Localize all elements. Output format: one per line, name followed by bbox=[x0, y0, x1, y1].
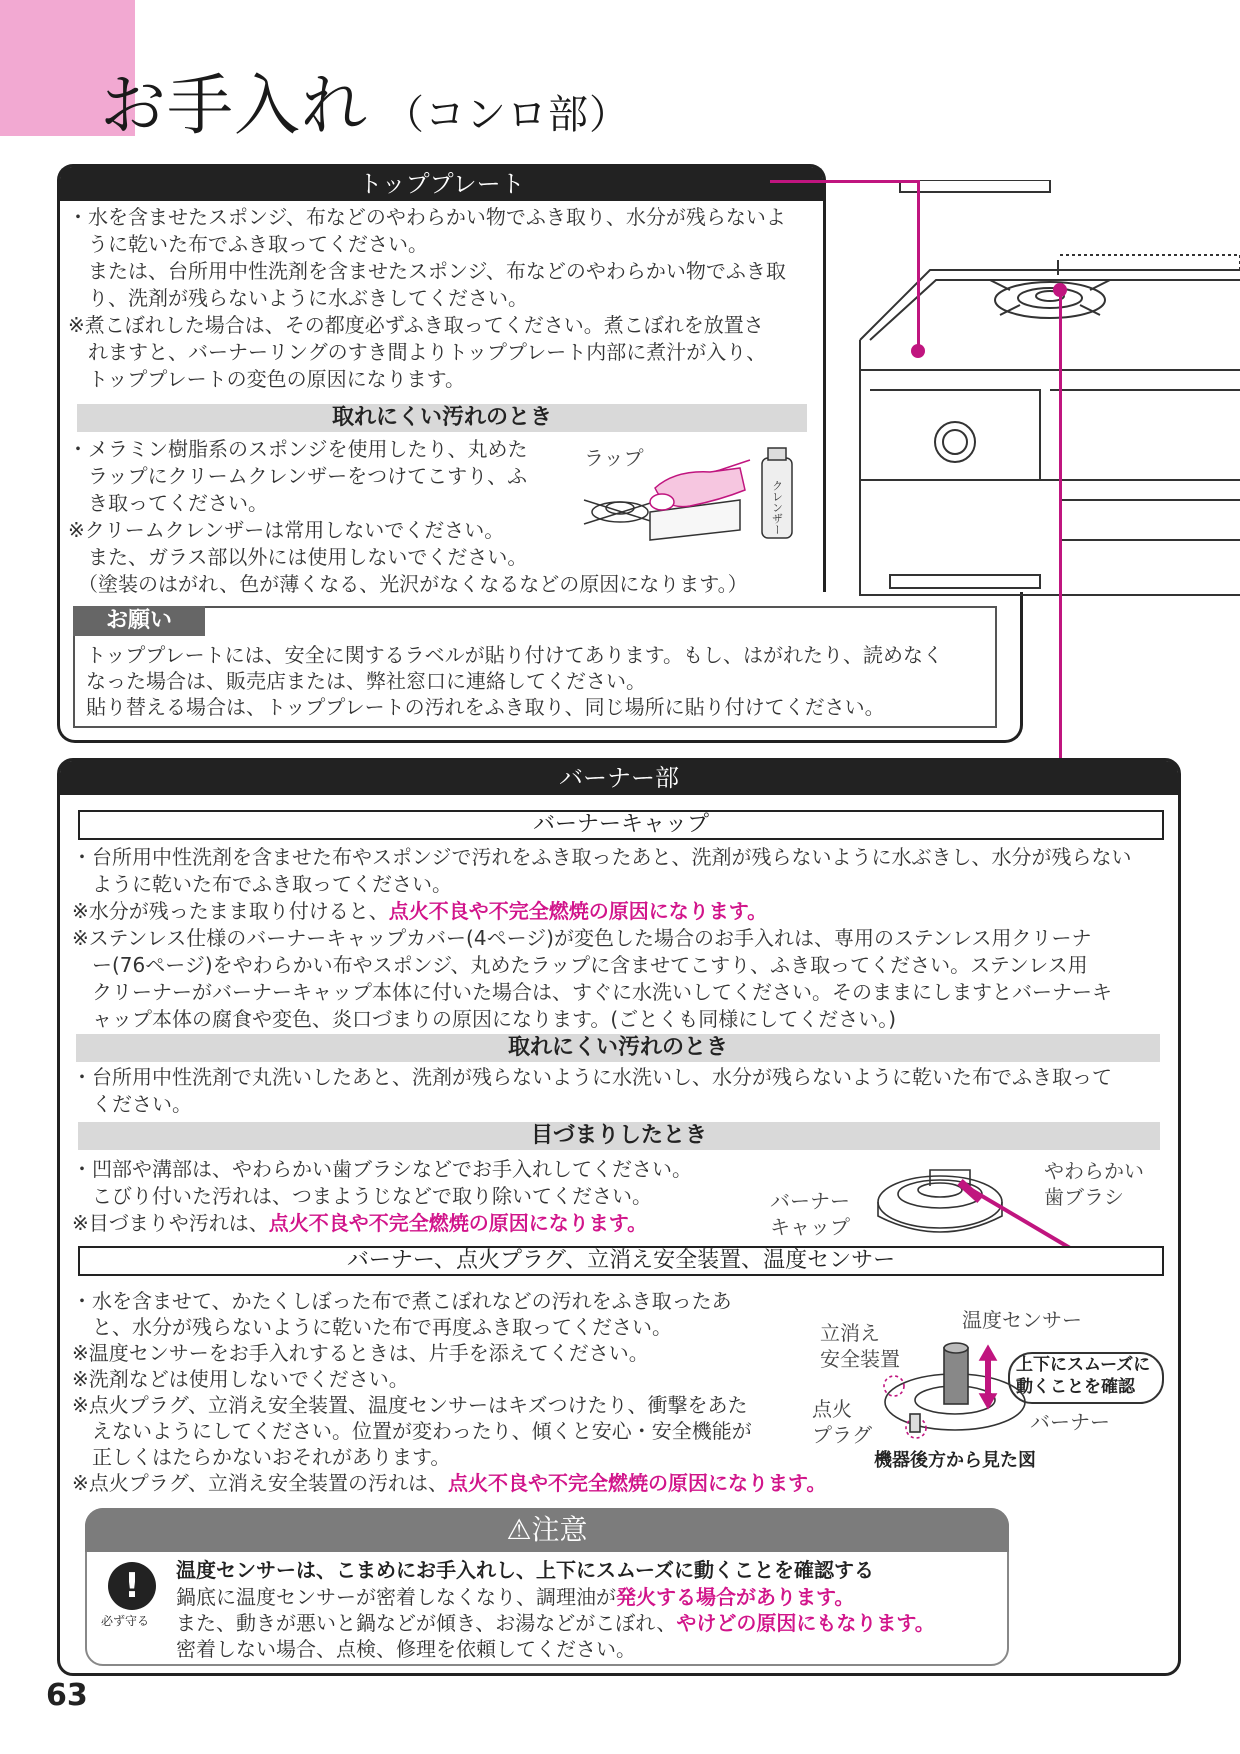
text-line bbox=[176, 1584, 854, 1611]
text-line-content: ャップ本体の腐食や変色、炎口づまりの原因になります。(ごとくも同様にしてください。) bbox=[72, 1007, 897, 1031]
text-line-content: えないようにしてください。位置が変わったり、傾くと安心・安全機能が bbox=[72, 1419, 752, 1443]
text-line-content: ・メラミン樹脂系のスポンジを使用したり、丸めた bbox=[68, 437, 528, 461]
text-line bbox=[68, 544, 527, 571]
text-line-content: 鍋底に温度センサーが密着しなくなり、調理油が bbox=[176, 1585, 616, 1609]
text-line-content: ※点火プラグ、立消え安全装置の汚れは、 bbox=[72, 1471, 448, 1495]
svg-text:クレンザー: クレンザー bbox=[770, 480, 784, 535]
burner-hard-heading: 取れにくい汚れのとき bbox=[76, 1034, 1160, 1062]
connector-dot-burner bbox=[1053, 283, 1067, 297]
text-line bbox=[72, 1470, 826, 1497]
text-line-content: （塗装のはがれ、色が薄くなる、光沢がなくなるなどの原因になります。） bbox=[68, 572, 748, 596]
text-line-content: クリーナーがバーナーキャップ本体に付いた場合は、すぐに水洗いしてください。そのままにしますとバーナーキ bbox=[72, 980, 1112, 1004]
page-number: 63 bbox=[46, 1678, 88, 1713]
text-line-content: ・台所用中性洗剤で丸洗いしたあと、洗剤が残らないように水洗いし、水分が残らないように乾いた布でふき取って bbox=[72, 1065, 1112, 1089]
text-line bbox=[72, 1418, 752, 1445]
fig-label-sensor: 温度センサー bbox=[962, 1308, 1082, 1332]
text-line-content: 密着しない場合、点検、修理を依頼してください。 bbox=[176, 1637, 636, 1661]
caution-heading-text: 注意 bbox=[531, 1513, 588, 1546]
text-line bbox=[72, 1006, 896, 1033]
text-line bbox=[68, 463, 527, 490]
sensor-heading: バーナー、点火プラグ、立消え安全装置、温度センサー bbox=[78, 1246, 1164, 1276]
page-title-sub: （コンロ部） bbox=[384, 92, 630, 138]
text-line bbox=[72, 1210, 647, 1237]
burner-heading: バーナー部 bbox=[60, 761, 1178, 795]
text-line-content: ー(76ページ)をやわらかい布やスポンジ、丸めたラップに含ませてこすり、ふき取ってください。ステンレス用 bbox=[72, 953, 1088, 977]
sensor-illustration bbox=[880, 1330, 1030, 1450]
text-line-content: ラップにクリームクレンザーをつけてこすり、ふ bbox=[68, 464, 528, 488]
text-line bbox=[72, 898, 767, 925]
text-line bbox=[72, 1366, 409, 1393]
text-line-content: なった場合は、販売店または、弊社窓口に連絡してください。 bbox=[86, 669, 646, 693]
text-line-content: れますと、バーナーリングのすき間よりトッププレート内部に煮汁が入り、 bbox=[68, 340, 767, 364]
text-line-content: ※洗剤などは使用しないでください。 bbox=[72, 1367, 409, 1391]
text-line bbox=[68, 258, 786, 285]
warning-highlight: 点火不良や不完全燃焼の原因になります。 bbox=[268, 1211, 648, 1235]
text-line bbox=[68, 490, 268, 517]
text-line bbox=[72, 871, 452, 898]
text-line bbox=[68, 366, 465, 393]
connector-line-burner bbox=[1059, 290, 1062, 760]
top-plate-hard-heading: 取れにくい汚れのとき bbox=[77, 404, 807, 432]
connector-line-plate bbox=[917, 180, 920, 352]
must-label: 必ず守る bbox=[101, 1614, 150, 1628]
brush-label: やわらかい 歯ブラシ bbox=[1044, 1159, 1144, 1209]
text-line-content: ・凹部や溝部は、やわらかい歯ブラシなどでお手入れしてください。 bbox=[72, 1157, 692, 1181]
text-line bbox=[72, 1340, 649, 1367]
text-line-content: ※温度センサーをお手入れするときは、片手を添えてください。 bbox=[72, 1341, 649, 1365]
text-line bbox=[72, 1444, 450, 1471]
warning-highlight: 点火不良や不完全燃焼の原因になります。 bbox=[447, 1471, 827, 1495]
text-line-content: き取ってください。 bbox=[68, 491, 268, 515]
page-title-main: お手入れ bbox=[100, 67, 368, 144]
text-line-content: または、台所用中性洗剤を含ませたスポンジ、布などのやわらかい物でふき取 bbox=[68, 259, 786, 283]
text-line-content: ※ステンレス仕様のバーナーキャップカバー(4ページ)が変色した場合のお手入れは、専用のステンレス用クリーナ bbox=[72, 926, 1092, 950]
text-line bbox=[176, 1610, 935, 1637]
fig-label-burner: バーナー bbox=[1030, 1410, 1110, 1434]
stove-illustration bbox=[850, 180, 1240, 600]
text-line-content: うに乾いた布でふき取ってください。 bbox=[68, 232, 428, 256]
fig-label-plug: 点火 プラグ bbox=[812, 1397, 872, 1447]
text-line-content: ※煮こぼれした場合は、その都度必ずふき取ってください。煮こぼれを放置さ bbox=[68, 313, 764, 337]
text-line bbox=[68, 231, 428, 258]
text-line bbox=[68, 285, 528, 312]
text-line-content: また、ガラス部以外には使用しないでください。 bbox=[68, 545, 528, 569]
text-line-content: 貼り替える場合は、トッププレートの汚れをふき取り、同じ場所に貼り付けてください。 bbox=[86, 695, 885, 719]
text-line bbox=[72, 1314, 672, 1341]
warning-highlight: 点火不良や不完全燃焼の原因になります。 bbox=[388, 899, 768, 923]
request-tab: お願い bbox=[73, 606, 205, 636]
fig-caption: 機器後方から見た図 bbox=[874, 1450, 1036, 1471]
text-line bbox=[72, 1156, 692, 1183]
text-line-content: ように乾いた布でふき取ってください。 bbox=[72, 872, 452, 896]
text-line-content: トッププレートには、安全に関するラベルが貼り付けてあります。もし、はがれたり、読めなく bbox=[86, 643, 943, 667]
text-line bbox=[72, 1392, 748, 1419]
text-line bbox=[72, 979, 1112, 1006]
text-line bbox=[68, 517, 504, 544]
connector-line-top bbox=[770, 180, 920, 183]
text-line bbox=[68, 204, 786, 231]
text-line bbox=[176, 1636, 636, 1663]
warning-highlight: 発火する場合があります。 bbox=[616, 1585, 855, 1609]
text-line bbox=[72, 952, 1088, 979]
wrap-label: ラップ bbox=[584, 446, 644, 470]
text-line bbox=[68, 436, 528, 463]
text-line-content: ください。 bbox=[72, 1092, 192, 1116]
text-line bbox=[68, 339, 766, 366]
fig-label-safety: 立消え 安全装置 bbox=[820, 1321, 900, 1371]
text-line-content: ・水を含ませて、かたくしぼった布で煮こぼれなどの汚れをふき取ったあ bbox=[72, 1289, 732, 1313]
text-line bbox=[72, 1091, 192, 1118]
burner-cap-heading: バーナーキャップ bbox=[78, 810, 1164, 840]
exclamation-icon: ! bbox=[108, 1562, 156, 1610]
text-line-content: トッププレートの変色の原因になります。 bbox=[68, 367, 465, 391]
page-title bbox=[100, 52, 630, 147]
clog-heading: 目づまりしたとき bbox=[78, 1122, 1160, 1150]
text-line bbox=[86, 694, 885, 721]
caution-heading: ⚠注意 bbox=[85, 1508, 1009, 1552]
fig-label-check: 上下にスムーズに 動くことを確認 bbox=[1016, 1355, 1151, 1397]
text-line bbox=[72, 844, 1132, 871]
text-line-content: と、水分が残らないように乾いた布で再度ふき取ってください。 bbox=[72, 1315, 672, 1339]
text-line-content: り、洗剤が残らないように水ぶきしてください。 bbox=[68, 286, 528, 310]
text-line bbox=[72, 925, 1092, 952]
text-line-content: ・水を含ませたスポンジ、布などのやわらかい物でふき取り、水分が残らないよ bbox=[68, 205, 786, 229]
burner-cap-illustration bbox=[870, 1152, 1090, 1252]
warning-highlight: やけどの原因にもなります。 bbox=[676, 1611, 935, 1635]
text-line bbox=[72, 1288, 732, 1315]
text-line-content: ・台所用中性洗剤を含ませた布やスポンジで汚れをふき取ったあと、洗剤が残らないように水ぶきし、水分が残らない bbox=[72, 845, 1132, 869]
text-line bbox=[68, 571, 748, 598]
text-line bbox=[72, 1183, 652, 1210]
text-line-content: 正しくはたらかないおそれがあります。 bbox=[72, 1445, 451, 1469]
text-line bbox=[68, 312, 764, 339]
caution-title: 温度センサーは、こまめにお手入れし、上下にスムーズに動くことを確認する bbox=[176, 1558, 874, 1582]
text-line bbox=[86, 668, 646, 695]
text-line bbox=[86, 642, 943, 669]
burner-cap-label: バーナー キャップ bbox=[770, 1189, 850, 1239]
connector-dot-plate bbox=[911, 344, 925, 358]
text-line bbox=[72, 1064, 1112, 1091]
text-line-content: ※目づまりや汚れは、 bbox=[72, 1211, 269, 1235]
text-line-content: ※水分が残ったまま取り付けると、 bbox=[72, 899, 389, 923]
cleaning-illustration bbox=[580, 440, 810, 550]
text-line-content: また、動きが悪いと鍋などが傾き、お湯などがこぼれ、 bbox=[176, 1611, 677, 1635]
text-line-content: ※クリームクレンザーは常用しないでください。 bbox=[68, 518, 505, 542]
text-line-content: ※点火プラグ、立消え安全装置、温度センサーはキズつけたり、衝撃をあた bbox=[72, 1393, 748, 1417]
text-line-content: こびり付いた汚れは、つまようじなどで取り除いてください。 bbox=[72, 1184, 652, 1208]
top-plate-heading: トッププレート bbox=[60, 167, 823, 201]
